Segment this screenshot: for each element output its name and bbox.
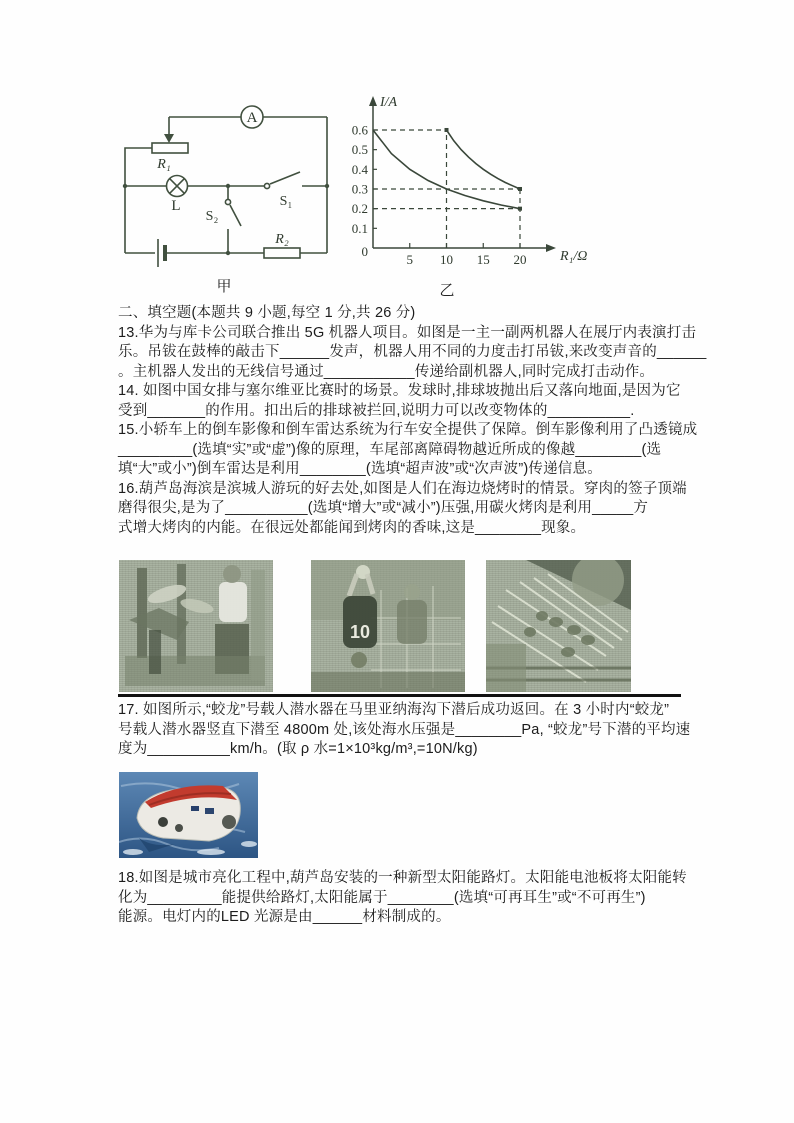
circuit-caption: 甲 xyxy=(216,278,232,295)
y-tick-label: 0.4 xyxy=(352,161,368,177)
x-tick-label: 10 xyxy=(440,252,453,267)
S2-closed-curve xyxy=(447,130,521,189)
junction-dot xyxy=(123,184,127,188)
question-17-line-1: 17. 如图所示,“蛟龙”号载人潜水器在马里亚纳海沟下潜后成功返回。在 3 小时内“蛟龙” xyxy=(118,702,670,718)
resistor-r2-label: R₂ xyxy=(275,232,289,247)
question-17-line-3: 度为__________km/h。(取 ρ 水=1×10³kg/m³,=10N/kg) xyxy=(118,741,478,757)
volleyball-art xyxy=(311,560,465,692)
question-17-line-2: 号载人潜水器竖直下潜至 4800m 处,该处海水压强是________Pa, “蛟龙”号下潜的平均速 xyxy=(118,721,691,738)
question-16-line-3: 式增大烤肉的内能。在很远处都能闻到烤肉的香味,这是________现象。 xyxy=(118,519,586,536)
text-block-upper xyxy=(118,304,707,538)
ammeter-label: A xyxy=(246,110,258,126)
ir-graph xyxy=(352,88,597,300)
switch1-label: S₁ xyxy=(279,194,293,209)
question-13-line-2: 乐。吊钹在鼓棒的敲击下______发声，机器人用不同的力度击打吊钹,来改变声音的______ xyxy=(118,344,707,360)
bbq-skewers-photo xyxy=(486,560,631,692)
junction-dot xyxy=(325,184,329,188)
jiaolong-art xyxy=(119,772,258,858)
data-point-marker xyxy=(518,187,522,191)
circuit-figure xyxy=(112,93,340,298)
section-header: 二、填空题(本题共 9 小题,每空 1 分,共 26 分) xyxy=(118,305,416,321)
y-tick-label: 0.1 xyxy=(352,220,368,236)
junction-dot xyxy=(226,184,230,188)
y-tick-label: 0.5 xyxy=(352,142,368,158)
question-16-line-1: 16.葫芦岛海滨是滨城人游玩的好去处,如图是人们在海边烧烤时的情景。穿肉的签子顶端 xyxy=(118,480,687,497)
x-axis-arrowhead xyxy=(546,244,556,252)
y-tick-label: 0.6 xyxy=(352,122,368,138)
question-13-line-3: 。主机器人发出的无线信号通过___________传递给副机器人,同时完成打击动作。 xyxy=(118,363,655,380)
robots-percussion-art xyxy=(119,560,273,692)
porthole xyxy=(175,824,183,832)
switch2-label: S₂ xyxy=(205,209,219,224)
x-tick-label: 5 xyxy=(406,252,413,267)
question-15-line-3: 填“大”或小”)倒车雷达是利用________(选填“超声波”或“次声波”)传递信息。 xyxy=(118,461,602,477)
y-axis-label: I/A xyxy=(380,95,398,110)
question-14-line-1: 14. 如图中国女排与塞尔维亚比赛时的场景。发球时,排球坡抛出后又落向地面,是因为它 xyxy=(118,383,681,399)
text-block-q18 xyxy=(118,869,687,928)
switch2-lever xyxy=(230,205,241,226)
hull-marking xyxy=(205,808,214,814)
y-tick-label: 0.2 xyxy=(352,201,368,217)
data-point-marker xyxy=(445,128,449,132)
y-tick-label: 0.3 xyxy=(352,181,368,197)
rheostat-label: R₁ xyxy=(157,157,171,172)
x-tick-label: 20 xyxy=(513,252,527,267)
resistor-r2-icon xyxy=(264,248,300,258)
graph-figure xyxy=(352,88,597,300)
junction-dot xyxy=(226,251,230,255)
question-18-line-3: 能源。电灯内的LED 光源是由______材料制成的。 xyxy=(118,909,451,925)
text-block-q17 xyxy=(118,701,691,760)
switch1-lever xyxy=(270,172,300,184)
question-15-line-2: _________(选填“实”或“虚”)像的原理，车尾部离障碍物越近所成的像越________(选 xyxy=(118,441,662,458)
S1-closed-curve xyxy=(373,130,520,209)
jiaolong-submersible-photo xyxy=(119,772,258,858)
rheostat-icon xyxy=(152,143,188,153)
x-tick-label: 15 xyxy=(476,252,490,267)
plot-area xyxy=(352,122,527,267)
section-divider xyxy=(118,694,681,697)
question-15-line-1: 15.小轿车上的倒车影像和倒车雷达系统为行车安全提供了保障。倒车影像利用了凸透镜成 xyxy=(118,422,698,438)
bbq-skewers-art xyxy=(486,560,631,692)
jersey-number: 10 xyxy=(349,622,371,642)
graph-caption: 乙 xyxy=(439,282,455,299)
thruster xyxy=(222,815,236,829)
volleyball-match-photo xyxy=(311,560,465,692)
question-16-line-2: 磨得很尖,是为了__________(选填“增大”或“减小”)压强,用碳火烤肉是利用_____方 xyxy=(118,500,649,516)
circuit-diagram xyxy=(112,93,340,298)
rheostat-arrowhead xyxy=(164,134,174,143)
y-axis-arrowhead xyxy=(369,96,377,106)
switch2-hinge xyxy=(225,199,230,204)
switch1-hinge xyxy=(264,183,269,188)
porthole xyxy=(158,817,168,827)
question-13-line-1: 13.华为与库卡公司联合推出 5G 机器人项目。如图是一主一副两机器人在展厅内表演打击 xyxy=(118,324,697,341)
data-point-marker xyxy=(518,207,522,211)
robots-percussion-photo xyxy=(119,560,273,692)
x-axis-label: R₁/Ω xyxy=(560,249,588,264)
question-14-line-2: 受到_______的作用。扣出后的排球被拦回,说明力可以改变物体的__________. xyxy=(118,402,635,419)
wire-left xyxy=(125,148,152,253)
origin-label: 0 xyxy=(361,244,368,259)
question-18-line-1: 18.如图是城市亮化工程中,葫芦岛安装的一种新型太阳能路灯。太阳能电池板将太阳能转 xyxy=(118,870,687,886)
question-18-line-2: 化为_________能提供给路灯,太阳能属于________(选填“可再耳生”或“不可再生”) xyxy=(118,889,646,906)
lamp-label: L xyxy=(171,198,181,214)
hull-marking xyxy=(191,806,199,811)
